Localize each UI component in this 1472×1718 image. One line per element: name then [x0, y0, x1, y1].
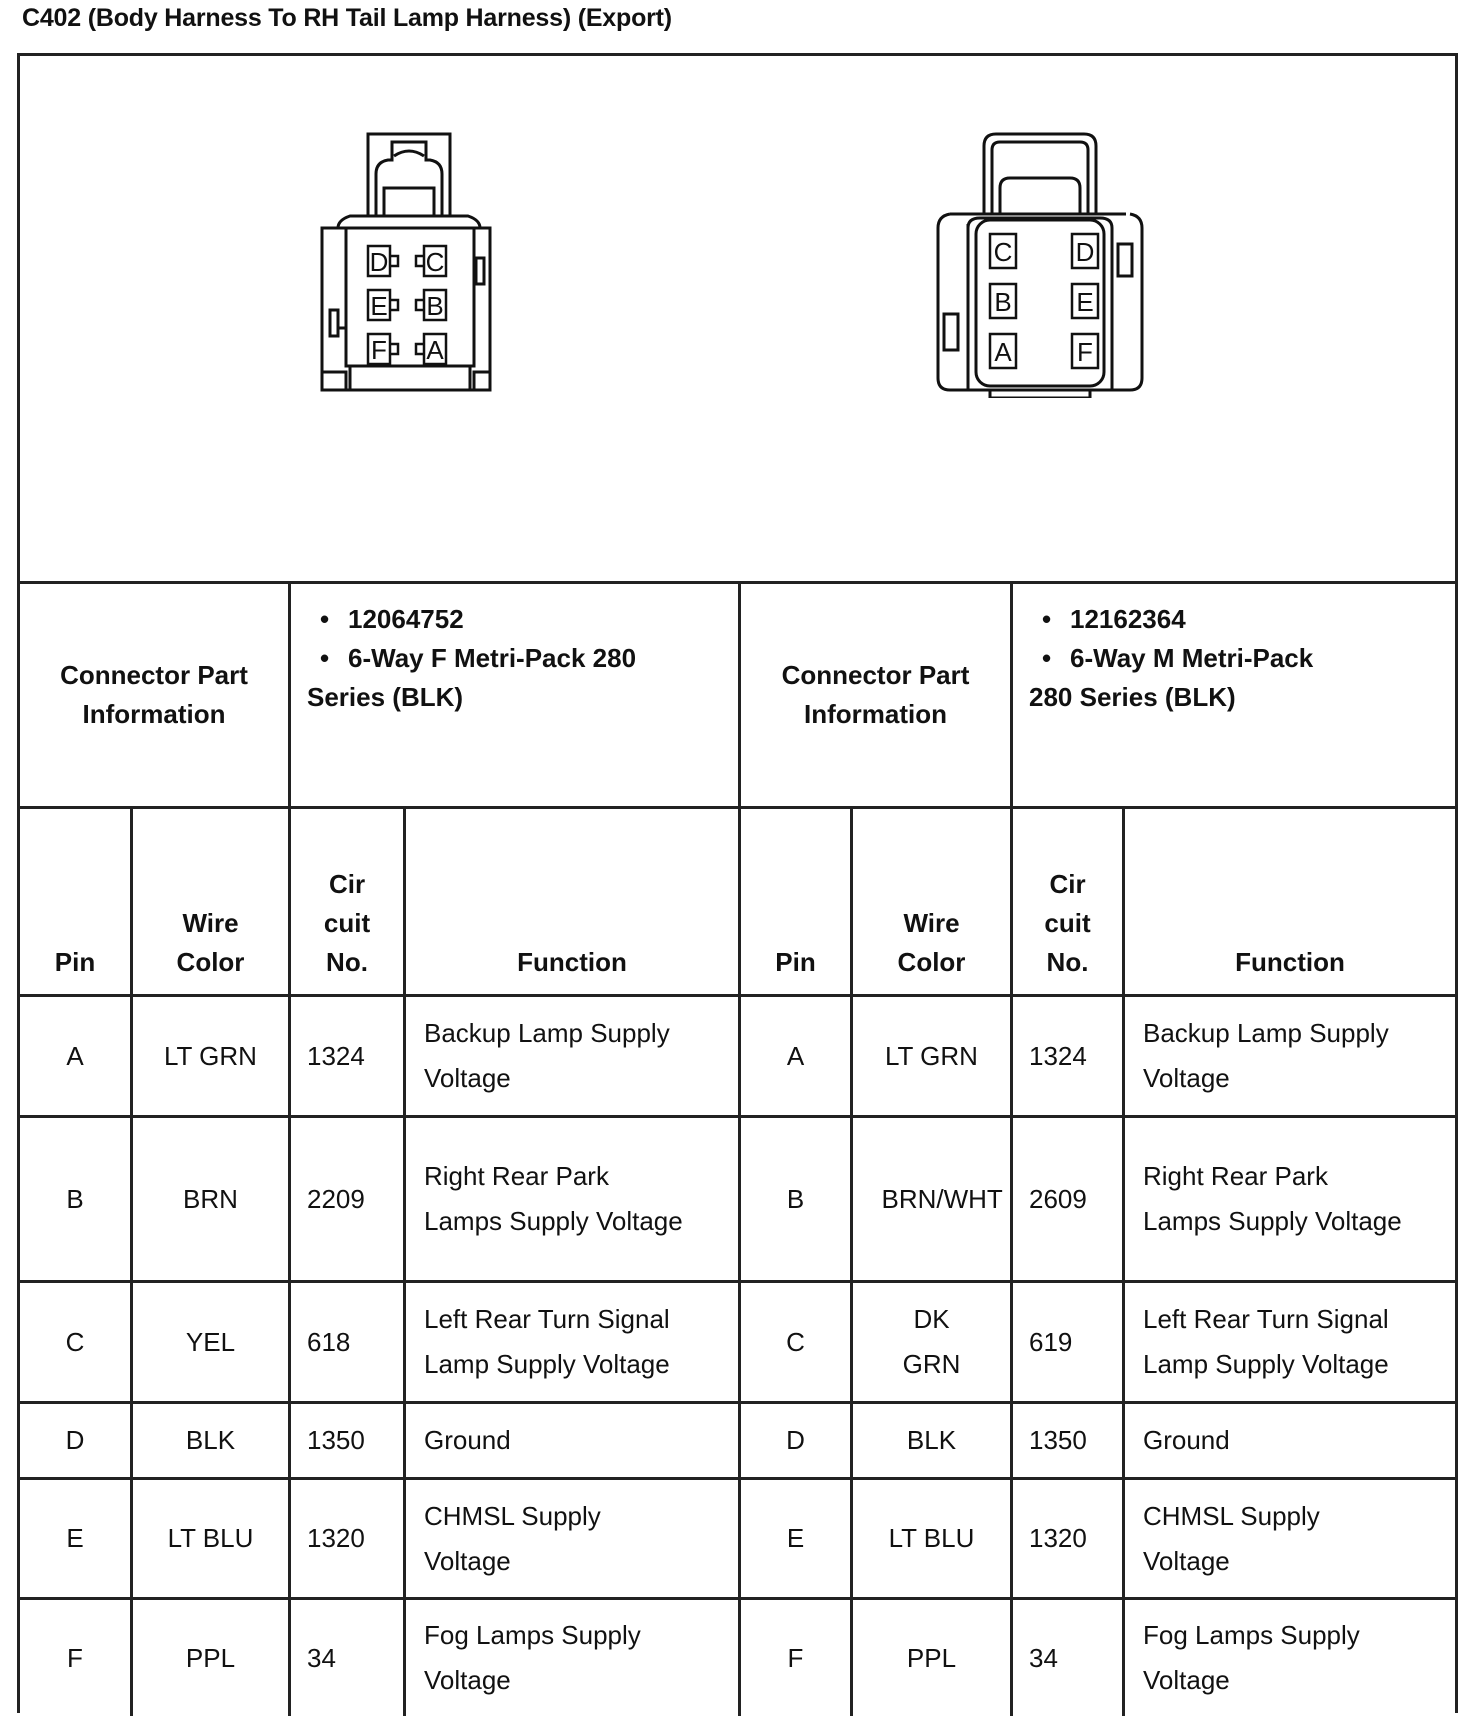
column-header-pin: Pin: [54, 947, 96, 977]
left-row-e-wire-cell: LT BLU: [167, 1523, 254, 1553]
column-header-wire-color: Wire Color: [897, 908, 966, 977]
cavity-label-f: F: [371, 335, 387, 365]
cavity-label-e: E: [370, 291, 388, 321]
left-row-c-pin-cell: C: [65, 1326, 85, 1357]
connector-description-cont: 280 Series (BLK): [1029, 682, 1236, 712]
left-row-e-circuit-cell: 1320: [307, 1523, 365, 1553]
right-row-c-circuit-cell: 619: [1029, 1326, 1073, 1357]
part-number: 12064752: [348, 604, 464, 634]
cavity-label-a: A: [994, 337, 1012, 367]
part-number: 12162364: [1070, 604, 1186, 634]
left-row-b-wire-cell: BRN: [183, 1183, 238, 1214]
cavity-label-e: E: [1076, 287, 1094, 317]
right-row-f-circuit-cell: 34: [1029, 1642, 1058, 1673]
column-header-function: Function: [517, 947, 627, 977]
female-connector-face-diagram: [310, 128, 510, 398]
right-row-a-wire-cell: LT GRN: [885, 1040, 978, 1071]
left-row-d-circuit-cell: 1350: [307, 1425, 365, 1455]
male-connector-face-diagram: [920, 128, 1160, 398]
right-row-a-pin-cell: A: [786, 1040, 805, 1071]
left-row-d-wire-cell: BLK: [185, 1425, 236, 1455]
left-row-f-function-cell: Fog Lamps Supply Voltage: [424, 1620, 641, 1695]
left-row-a-circuit-cell: 1324: [307, 1040, 365, 1071]
left-row-e-pin-cell: E: [66, 1523, 84, 1553]
cavity-label-b: B: [426, 291, 444, 321]
cavity-label-b: B: [994, 287, 1012, 317]
right-row-f-wire-cell: PPL: [906, 1642, 957, 1673]
connector-part-info-right: • 12162364 • 6-Way M Metri-Pack 280 Series (BLK): [1013, 584, 1455, 806]
left-row-d-pin-cell: D: [65, 1425, 85, 1455]
right-row-f-function-cell: Fog Lamps Supply Voltage: [1143, 1620, 1360, 1695]
left-row-b-circuit-cell: 2209: [307, 1183, 365, 1214]
cavity-label-d: D: [1075, 237, 1095, 267]
right-row-b-function-cell: Right Rear Park Lamps Supply Voltage: [1143, 1161, 1402, 1236]
connector-part-info-label-left: Connector Part Information: [60, 660, 248, 729]
right-row-e-pin-cell: E: [786, 1523, 805, 1553]
connector-table: [17, 53, 1458, 1713]
connector-diagram-area: [20, 56, 1455, 581]
right-row-c-pin-cell: C: [786, 1326, 805, 1357]
left-row-a-pin-cell: A: [66, 1040, 84, 1071]
connector-part-info-left: • 12064752 • 6-Way F Metri-Pack 280 Series (BLK): [291, 584, 738, 806]
right-row-b-circuit-cell: 2609: [1029, 1183, 1087, 1214]
left-row-d-function-cell: Ground: [424, 1425, 511, 1455]
left-row-c-wire-cell: YEL: [185, 1326, 236, 1357]
right-row-d-circuit-cell: 1350: [1029, 1425, 1087, 1455]
right-row-e-circuit-cell: 1320: [1029, 1523, 1087, 1553]
right-row-a-circuit-cell: 1324: [1029, 1040, 1087, 1071]
left-row-f-circuit-cell: 34: [307, 1642, 336, 1673]
connector-part-info-label-right: Connector Part Information: [781, 660, 970, 729]
right-row-d-function-cell: Ground: [1143, 1425, 1230, 1455]
page-title: C402 (Body Harness To RH Tail Lamp Harness) (Export): [22, 4, 672, 32]
left-row-c-function-cell: Left Rear Turn Signal Lamp Supply Voltage: [424, 1304, 670, 1379]
column-header-circuit-no: Cir cuit No.: [1044, 869, 1091, 977]
left-row-f-pin-cell: F: [67, 1642, 83, 1673]
right-row-d-wire-cell: BLK: [906, 1425, 957, 1455]
connector-description: 6-Way M Metri-Pack: [1070, 643, 1314, 673]
cavity-label-d: D: [369, 247, 389, 277]
right-row-c-wire-cell: DK GRN: [902, 1304, 961, 1379]
left-row-a-function-cell: Backup Lamp Supply Voltage: [424, 1018, 670, 1093]
left-row-a-wire-cell: LT GRN: [164, 1040, 257, 1071]
right-row-b-pin-cell: B: [786, 1183, 805, 1214]
right-row-b-wire-cell: BRN/WHT: [881, 1183, 1003, 1214]
right-row-a-function-cell: Backup Lamp Supply Voltage: [1143, 1018, 1389, 1093]
right-row-e-wire-cell: LT BLU: [888, 1523, 975, 1553]
right-row-d-pin-cell: D: [786, 1425, 805, 1455]
left-row-b-pin-cell: B: [66, 1183, 84, 1214]
left-row-c-circuit-cell: 618: [307, 1326, 351, 1357]
column-header-circuit-no: Cir cuit No.: [323, 869, 371, 977]
connector-description: 6-Way F Metri-Pack 280: [348, 643, 637, 673]
column-header-pin: Pin: [775, 947, 816, 977]
right-row-f-pin-cell: F: [787, 1642, 804, 1673]
left-row-f-wire-cell: PPL: [185, 1642, 236, 1673]
left-row-e-function-cell: CHMSL Supply Voltage: [424, 1500, 601, 1576]
cavity-label-c: C: [993, 237, 1013, 267]
cavity-label-c: C: [425, 247, 445, 277]
connector-description-cont: Series (BLK): [307, 682, 464, 712]
column-header-function: Function: [1235, 947, 1345, 977]
right-row-e-function-cell: CHMSL Supply Voltage: [1143, 1500, 1320, 1576]
right-row-c-function-cell: Left Rear Turn Signal Lamp Supply Voltage: [1143, 1304, 1389, 1379]
cavity-label-f: F: [1077, 337, 1093, 367]
column-header-wire-color: Wire Color: [176, 908, 245, 977]
left-row-b-function-cell: Right Rear Park Lamps Supply Voltage: [424, 1161, 683, 1236]
cavity-label-a: A: [426, 335, 444, 365]
